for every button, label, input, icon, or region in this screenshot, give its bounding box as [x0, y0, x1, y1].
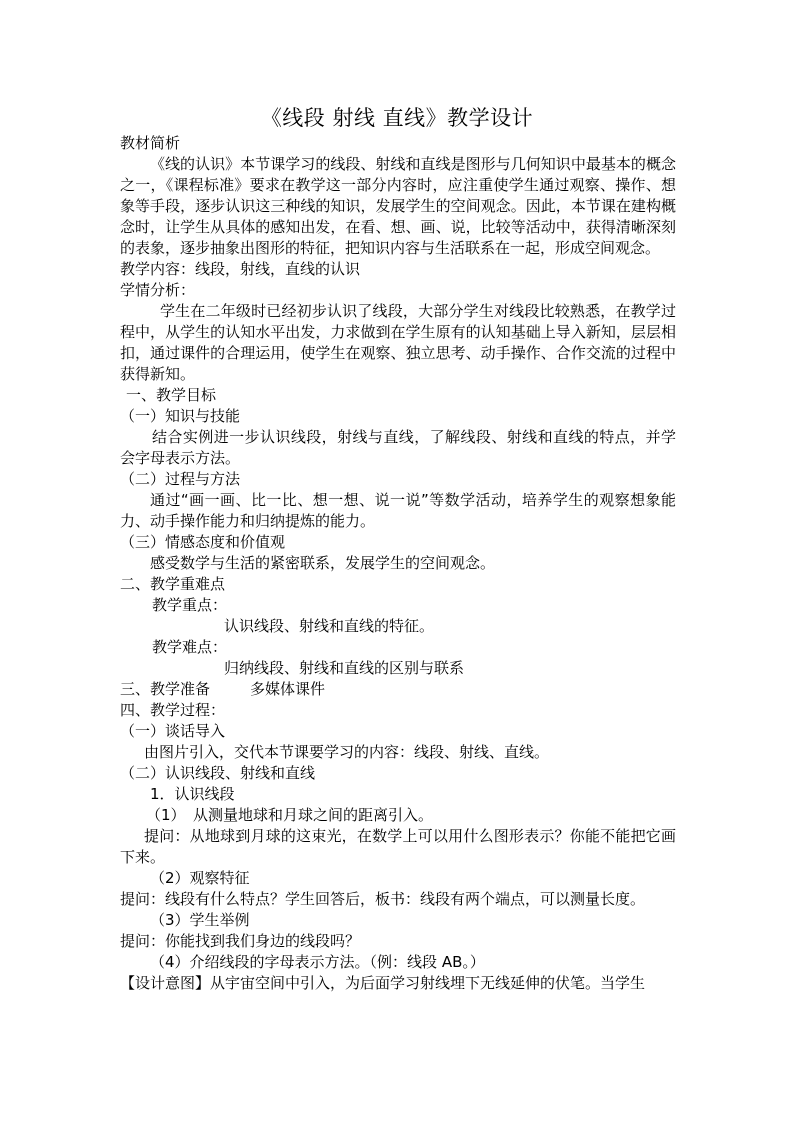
- design-intent: 【设计意图】从宇宙空间中引入，为后面学习射线埋下无线延伸的伏笔。当学生: [120, 974, 646, 992]
- text-key-point: 认识线段、射线和直线的特征。: [224, 617, 435, 635]
- paragraph-student-analysis: 学生在二年级时已经初步认识了线段，大部分学生对线段比较熟悉，在教学过程中，从学生的认知水平出发，力求做到在学生原有的认知基础上导入新知，层层相扣，通过课件的合理运用，使学生在观察、独立思考、动手操作、合作交流的过程中获得新知。: [120, 302, 676, 383]
- paragraph-knowledge-skills: 结合实例进一步认识线段，射线与直线，了解线段、射线和直线的特点，并学会字母表示方法。: [120, 428, 676, 467]
- question-find-segments: 提问：你能找到我们身边的线段吗？: [120, 932, 361, 950]
- label-key-point: 教学重点：: [152, 596, 228, 614]
- paragraph-textbook-analysis: 《线的认识》本节课学习的线段、射线和直线是图形与几何知识中最基本的概念之一，《课程标准》要求在教学这一部分内容时，应注重使学生通过观察、操作、想象等手段，逐步认识这三种线的知识，发展学生的空间观念。因此，本节课在建构概念时，让学生从具体的感知出发，在看、想、画、说，比较等活动中，获得清晰深刻的表象，逐步抽象出图形的特征，把知识内容与生活联系在一起，形成空间观念。: [120, 155, 676, 257]
- step-recognize-segment: 1．认识线段: [150, 785, 235, 803]
- subheading-conversation-intro: （一）谈话导入: [120, 722, 226, 740]
- subheading-knowledge-skills: （一）知识与技能: [120, 407, 241, 425]
- document-title: 《线段 射线 直线》教学设计: [260, 106, 534, 130]
- question-earth-moon: 提问：从地球到月球的这束光，在数学上可以用什么图形表示？你能不能把它画下来。: [120, 827, 676, 866]
- heading-student-analysis: 学情分析：: [120, 281, 196, 299]
- label-difficult-point: 教学难点：: [152, 638, 228, 656]
- paragraph-emotion-values: 感受数学与生活的紧密联系，发展学生的空间观念。: [150, 554, 496, 572]
- subheading-process-methods: （二）过程与方法: [120, 470, 241, 488]
- step-3-examples: （3）学生举例: [150, 911, 250, 929]
- step-2-observe: （2）观察特征: [150, 869, 250, 887]
- paragraph-process-methods: 通过“画一画、比一比、想一想、说一说”等数学活动，培养学生的观察想象能力、动手操作能力和归纳提炼的能力。: [120, 491, 676, 530]
- step-1-intro: （1） 从测量地球和月球之间的距离引入。: [146, 806, 434, 824]
- text-difficult-point: 归纳线段、射线和直线的区别与联系: [224, 659, 465, 677]
- label-teaching-preparation: 三、教学准备: [120, 680, 211, 698]
- heading-teaching-preparation: [120, 679, 676, 700]
- subheading-emotion-values: （三）情感态度和价值观: [120, 533, 286, 551]
- step-4-notation: （4）介绍线段的字母表示方法。（例：线段 AB。）: [150, 953, 485, 971]
- teaching-content-line: 教学内容：线段，射线，直线的认识: [120, 260, 361, 278]
- paragraph-conversation-intro: 由图片引入，交代本节课要学习的内容：线段、射线、直线。: [144, 743, 550, 761]
- heading-teaching-objectives: 一、教学目标: [126, 386, 217, 404]
- heading-textbook-analysis: 教材简析: [120, 134, 181, 152]
- subheading-recognize-lines: （二）认识线段、射线和直线: [120, 764, 316, 782]
- heading-teaching-process: 四、教学过程：: [120, 701, 226, 719]
- document-body: [120, 133, 676, 994]
- heading-key-difficult-points: 二、教学重难点: [120, 575, 226, 593]
- question-segment-features: 提问：线段有什么特点？学生回答后，板书：线段有两个端点，可以测量长度。: [120, 890, 646, 908]
- text-teaching-preparation: 多媒体课件: [250, 680, 326, 698]
